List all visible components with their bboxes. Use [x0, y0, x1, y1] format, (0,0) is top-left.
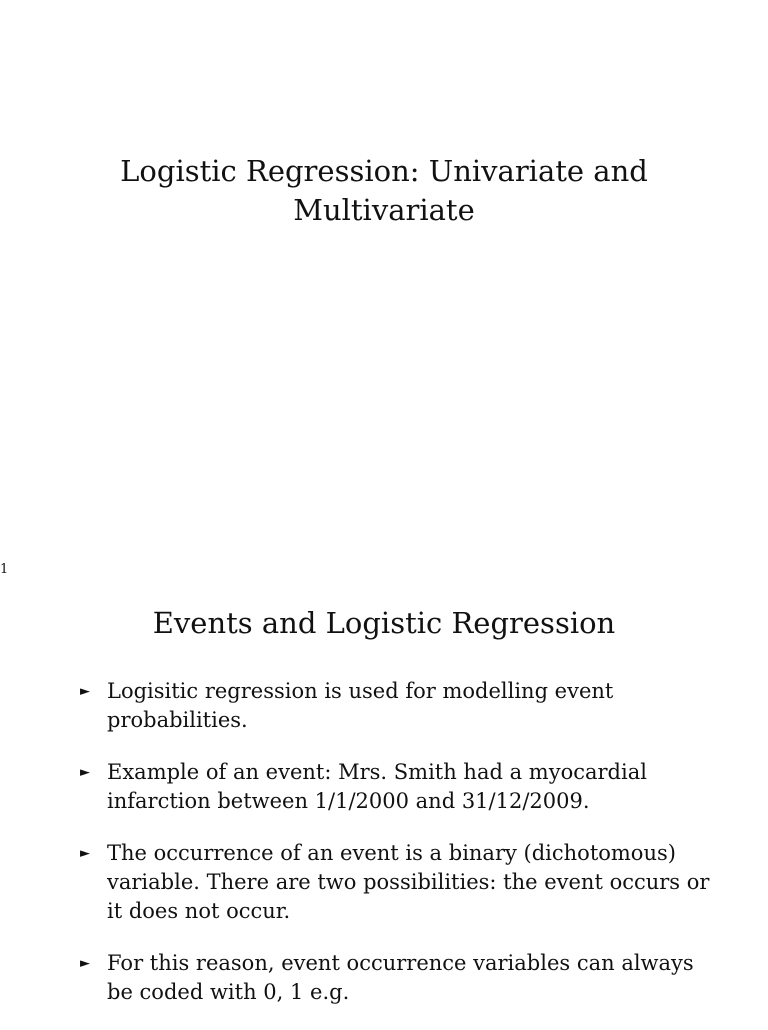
bullet-item: [80, 949, 720, 1007]
triangle-bullet-icon: ►: [80, 765, 90, 780]
triangle-bullet-icon: ►: [80, 684, 90, 699]
bullet-text: Example of an event: Mrs. Smith had a myocardial infarction between 1/1/2000 and 31/12/2009.: [107, 760, 647, 813]
triangle-bullet-icon: ►: [80, 846, 90, 861]
bullet-list: [80, 677, 720, 1030]
page-number: 1: [0, 562, 9, 577]
triangle-bullet-icon: ►: [80, 956, 90, 971]
bullet-text: Logisitic regression is used for modelling event probabilities.: [107, 679, 614, 732]
slide-title-line-2: Multivariate: [293, 193, 475, 227]
bullet-item: [80, 839, 720, 926]
section-title: Events and Logistic Regression: [152, 606, 616, 640]
bullet-text: For this reason, event occurrence variables can always be coded with 0, 1 e.g.: [107, 951, 694, 1004]
bullet-item: [80, 677, 720, 735]
slide-title: [0, 152, 768, 230]
bullet-item: [80, 758, 720, 816]
slide-title-line-1: Logistic Regression: Univariate and: [120, 154, 648, 188]
bullet-text: The occurrence of an event is a binary (dichotomous) variable. There are two possibilities: the event occurs or it does not occur.: [107, 841, 710, 923]
